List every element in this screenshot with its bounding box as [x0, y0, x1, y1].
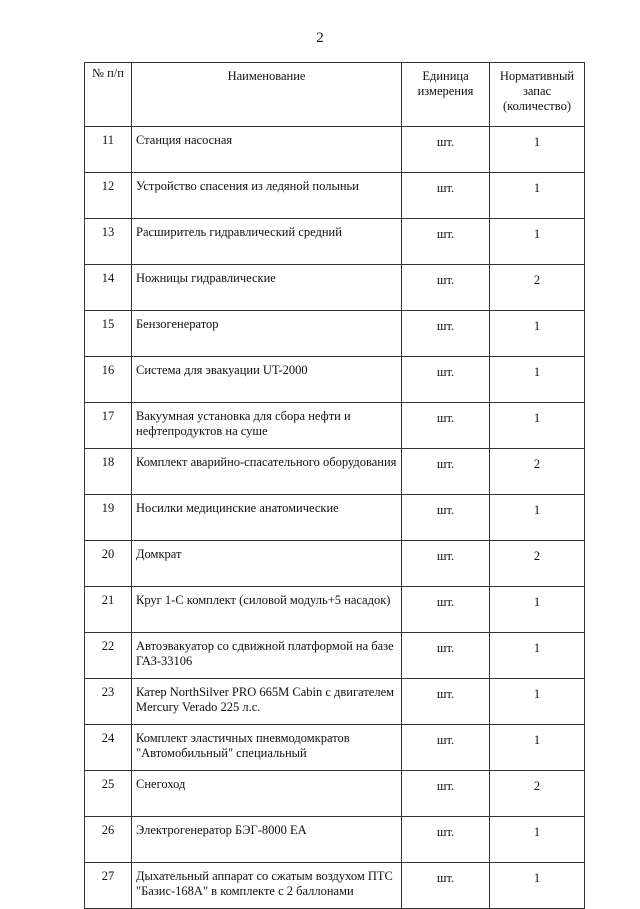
- row-number: 12: [85, 173, 132, 219]
- row-unit: шт.: [402, 311, 490, 357]
- table-row: [85, 817, 585, 863]
- row-name: Снегоход: [132, 771, 402, 817]
- row-unit: шт.: [402, 495, 490, 541]
- row-name: Катер NorthSilver PRO 665M Cabin с двигателем Mercury Verado 225 л.с.: [132, 679, 402, 725]
- row-name: Вакуумная установка для сбора нефти и нефтепродуктов на суше: [132, 403, 402, 449]
- row-name: Носилки медицинские анатомические: [132, 495, 402, 541]
- table-row: [85, 449, 585, 495]
- row-quantity: 2: [490, 541, 585, 587]
- row-quantity: 1: [490, 357, 585, 403]
- row-quantity: 1: [490, 495, 585, 541]
- row-name: Бензогенератор: [132, 311, 402, 357]
- row-unit: шт.: [402, 265, 490, 311]
- table-row: [85, 771, 585, 817]
- row-quantity: 1: [490, 863, 585, 909]
- row-quantity: 1: [490, 679, 585, 725]
- header-unit: Единица измерения: [402, 63, 490, 127]
- equipment-table: [84, 62, 585, 909]
- row-unit: шт.: [402, 725, 490, 771]
- row-quantity: 2: [490, 449, 585, 495]
- row-name: Круг 1-С комплект (силовой модуль+5 насадок): [132, 587, 402, 633]
- row-number: 17: [85, 403, 132, 449]
- row-number: 14: [85, 265, 132, 311]
- table-row: [85, 725, 585, 771]
- table-row: [85, 357, 585, 403]
- header-number: № п/п: [85, 63, 132, 127]
- row-unit: шт.: [402, 127, 490, 173]
- row-name: Ножницы гидравлические: [132, 265, 402, 311]
- row-name: Система для эвакуации UT-2000: [132, 357, 402, 403]
- row-name: Автоэвакуатор со сдвижной платформой на базе ГАЗ-33106: [132, 633, 402, 679]
- row-quantity: 1: [490, 403, 585, 449]
- header-quantity: Нормативный запас (количество): [490, 63, 585, 127]
- table-row: [85, 541, 585, 587]
- header-name: Наименование: [132, 63, 402, 127]
- row-unit: шт.: [402, 633, 490, 679]
- row-name: Расширитель гидравлический средний: [132, 219, 402, 265]
- row-name: Комплект аварийно-спасательного оборудования: [132, 449, 402, 495]
- row-unit: шт.: [402, 771, 490, 817]
- row-name: Домкрат: [132, 541, 402, 587]
- row-number: 18: [85, 449, 132, 495]
- table-row: [85, 265, 585, 311]
- table-row: [85, 173, 585, 219]
- table-row: [85, 587, 585, 633]
- row-unit: шт.: [402, 587, 490, 633]
- row-number: 25: [85, 771, 132, 817]
- row-unit: шт.: [402, 357, 490, 403]
- row-name: Комплект эластичных пневмодомкратов "Автомобильный" специальный: [132, 725, 402, 771]
- row-number: 22: [85, 633, 132, 679]
- row-unit: шт.: [402, 863, 490, 909]
- row-name: Устройство спасения из ледяной полыньи: [132, 173, 402, 219]
- table-row: [85, 863, 585, 909]
- row-number: 24: [85, 725, 132, 771]
- table-row: [85, 679, 585, 725]
- row-unit: шт.: [402, 817, 490, 863]
- row-number: 23: [85, 679, 132, 725]
- row-number: 26: [85, 817, 132, 863]
- row-number: 19: [85, 495, 132, 541]
- row-name: Электрогенератор БЭГ-8000 ЕА: [132, 817, 402, 863]
- row-unit: шт.: [402, 541, 490, 587]
- table-row: [85, 311, 585, 357]
- row-number: 15: [85, 311, 132, 357]
- row-number: 13: [85, 219, 132, 265]
- row-quantity: 1: [490, 219, 585, 265]
- table-row: [85, 633, 585, 679]
- table-row: [85, 219, 585, 265]
- row-quantity: 1: [490, 587, 585, 633]
- row-quantity: 2: [490, 265, 585, 311]
- row-unit: шт.: [402, 219, 490, 265]
- row-number: 11: [85, 127, 132, 173]
- row-name: Дыхательный аппарат со сжатым воздухом ПТС "Базис-168А" в комплекте с 2 баллонами: [132, 863, 402, 909]
- row-name: Станция насосная: [132, 127, 402, 173]
- row-unit: шт.: [402, 173, 490, 219]
- row-number: 16: [85, 357, 132, 403]
- row-quantity: 1: [490, 127, 585, 173]
- row-number: 21: [85, 587, 132, 633]
- row-number: 27: [85, 863, 132, 909]
- row-quantity: 1: [490, 173, 585, 219]
- row-quantity: 1: [490, 817, 585, 863]
- row-unit: шт.: [402, 449, 490, 495]
- table-row: [85, 127, 585, 173]
- row-quantity: 1: [490, 725, 585, 771]
- table-row: [85, 495, 585, 541]
- row-quantity: 1: [490, 311, 585, 357]
- row-quantity: 2: [490, 771, 585, 817]
- table-header-row: [85, 63, 585, 127]
- row-number: 20: [85, 541, 132, 587]
- row-unit: шт.: [402, 403, 490, 449]
- row-quantity: 1: [490, 633, 585, 679]
- row-unit: шт.: [402, 679, 490, 725]
- page-number: 2: [316, 30, 324, 46]
- table-row: [85, 403, 585, 449]
